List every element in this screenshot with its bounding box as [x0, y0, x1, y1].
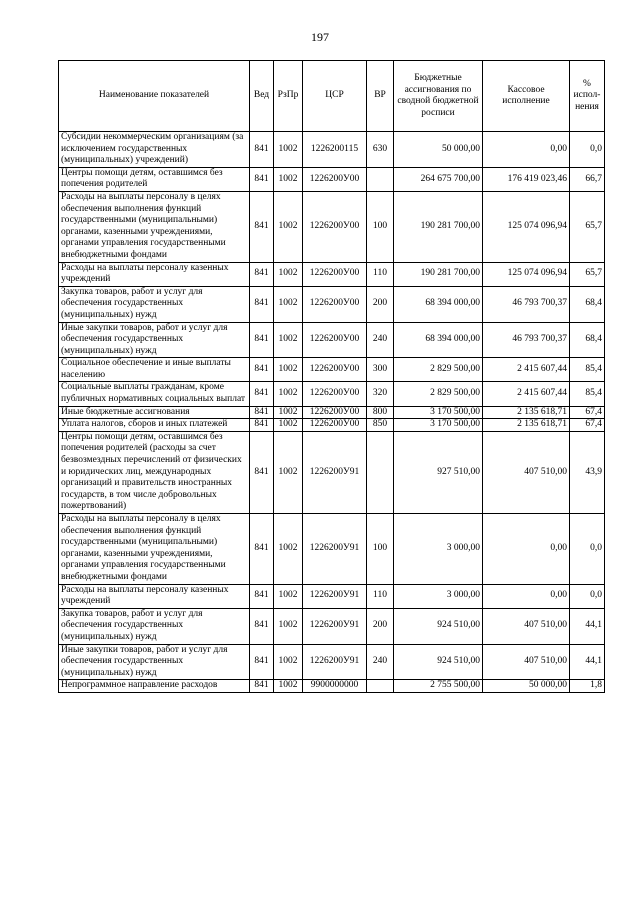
row-pct: 65,7 — [570, 191, 605, 262]
row-pct: 43,9 — [570, 431, 605, 513]
row-rzpr: 1002 — [274, 680, 303, 693]
row-vr — [367, 167, 394, 191]
row-budget: 190 281 700,00 — [394, 262, 483, 286]
header-budget: Бюджетные ассигнования по сводной бюджетной росписи — [394, 61, 483, 132]
row-rzpr: 1002 — [274, 132, 303, 168]
header-csr: ЦСР — [303, 61, 367, 132]
row-name: Иные закупки товаров, работ и услуг для обеспечения государственных (муниципальных) нужд — [59, 644, 250, 680]
row-cash: 407 510,00 — [483, 431, 570, 513]
table-row — [59, 419, 605, 432]
row-pct: 67,4 — [570, 419, 605, 432]
row-rzpr: 1002 — [274, 514, 303, 585]
table-row — [59, 262, 605, 286]
row-csr: 1226200У00 — [303, 286, 367, 322]
row-vr: 630 — [367, 132, 394, 168]
row-budget: 50 000,00 — [394, 132, 483, 168]
row-cash: 2 415 607,44 — [483, 358, 570, 382]
row-vr: 110 — [367, 584, 394, 608]
row-vr: 800 — [367, 406, 394, 419]
row-csr: 1226200У00 — [303, 406, 367, 419]
row-rzpr: 1002 — [274, 419, 303, 432]
row-pct: 85,4 — [570, 358, 605, 382]
row-budget: 2 829 500,00 — [394, 358, 483, 382]
row-vr — [367, 431, 394, 513]
table-row — [59, 322, 605, 358]
row-name: Иные бюджетные ассигнования — [59, 406, 250, 419]
row-rzpr: 1002 — [274, 286, 303, 322]
row-pct: 68,4 — [570, 322, 605, 358]
row-pct: 1,8 — [570, 680, 605, 693]
row-budget: 68 394 000,00 — [394, 322, 483, 358]
row-ved: 841 — [250, 514, 274, 585]
row-csr: 1226200У00 — [303, 382, 367, 406]
row-cash: 0,00 — [483, 584, 570, 608]
row-pct: 0,0 — [570, 584, 605, 608]
row-vr: 110 — [367, 262, 394, 286]
row-rzpr: 1002 — [274, 382, 303, 406]
header-cash: Кассовое исполнение — [483, 61, 570, 132]
row-ved: 841 — [250, 382, 274, 406]
row-ved: 841 — [250, 322, 274, 358]
table-row — [59, 514, 605, 585]
row-budget: 3 170 500,00 — [394, 406, 483, 419]
table-row — [59, 167, 605, 191]
header-rzpr: РзПр — [274, 61, 303, 132]
row-ved: 841 — [250, 584, 274, 608]
row-name: Расходы на выплаты персоналу в целях обеспечения выполнения функций государственными (муниципальными) органами, казенными учреждениями, органами управления государственными внебюджетными фондами — [59, 191, 250, 262]
table-row — [59, 406, 605, 419]
row-cash: 125 074 096,94 — [483, 191, 570, 262]
row-pct: 44,1 — [570, 644, 605, 680]
row-vr: 100 — [367, 191, 394, 262]
row-csr: 1226200У00 — [303, 191, 367, 262]
table-body — [59, 132, 605, 693]
row-name: Непрограммное направление расходов — [59, 680, 250, 693]
row-csr: 1226200У00 — [303, 419, 367, 432]
row-budget: 3 000,00 — [394, 514, 483, 585]
row-csr: 1226200У91 — [303, 431, 367, 513]
row-name: Иные закупки товаров, работ и услуг для обеспечения государственных (муниципальных) нужд — [59, 322, 250, 358]
row-vr: 200 — [367, 608, 394, 644]
row-cash: 407 510,00 — [483, 644, 570, 680]
row-cash: 2 135 618,71 — [483, 419, 570, 432]
row-budget: 3 000,00 — [394, 584, 483, 608]
row-pct: 66,7 — [570, 167, 605, 191]
header-row — [59, 61, 605, 132]
row-name: Уплата налогов, сборов и иных платежей — [59, 419, 250, 432]
row-vr: 300 — [367, 358, 394, 382]
row-rzpr: 1002 — [274, 608, 303, 644]
row-budget: 68 394 000,00 — [394, 286, 483, 322]
row-ved: 841 — [250, 680, 274, 693]
budget-execution-table — [58, 60, 605, 693]
row-budget: 3 170 500,00 — [394, 419, 483, 432]
row-name: Центры помощи детям, оставшимся без попечения родителей (расходы за счет безвозмездных перечислений от физических и юридических лиц, международных организаций и правительств иностранных государств, в том числе добровольных пожертвований) — [59, 431, 250, 513]
row-ved: 841 — [250, 406, 274, 419]
table-row — [59, 382, 605, 406]
row-budget: 927 510,00 — [394, 431, 483, 513]
row-cash: 2 415 607,44 — [483, 382, 570, 406]
row-csr: 1226200У91 — [303, 644, 367, 680]
table-row — [59, 644, 605, 680]
row-pct: 68,4 — [570, 286, 605, 322]
row-ved: 841 — [250, 191, 274, 262]
row-ved: 841 — [250, 262, 274, 286]
row-pct: 0,0 — [570, 132, 605, 168]
page-number: 197 — [311, 30, 329, 44]
row-rzpr: 1002 — [274, 584, 303, 608]
row-ved: 841 — [250, 644, 274, 680]
header-ved: Вед — [250, 61, 274, 132]
row-ved: 841 — [250, 286, 274, 322]
row-csr: 1226200У00 — [303, 167, 367, 191]
row-csr: 1226200У91 — [303, 608, 367, 644]
row-ved: 841 — [250, 608, 274, 644]
row-cash: 0,00 — [483, 514, 570, 585]
row-csr: 1226200У00 — [303, 262, 367, 286]
row-csr: 1226200У00 — [303, 322, 367, 358]
table-row — [59, 584, 605, 608]
row-csr: 1226200115 — [303, 132, 367, 168]
row-csr: 1226200У91 — [303, 584, 367, 608]
row-rzpr: 1002 — [274, 191, 303, 262]
row-csr: 1226200У91 — [303, 514, 367, 585]
row-name: Расходы на выплаты персоналу казенных учреждений — [59, 262, 250, 286]
row-ved: 841 — [250, 431, 274, 513]
row-csr: 9900000000 — [303, 680, 367, 693]
row-vr: 200 — [367, 286, 394, 322]
row-rzpr: 1002 — [274, 358, 303, 382]
row-ved: 841 — [250, 358, 274, 382]
row-cash: 125 074 096,94 — [483, 262, 570, 286]
row-cash: 50 000,00 — [483, 680, 570, 693]
table-row — [59, 358, 605, 382]
row-cash: 46 793 700,37 — [483, 322, 570, 358]
row-rzpr: 1002 — [274, 406, 303, 419]
row-vr: 240 — [367, 322, 394, 358]
row-pct: 85,4 — [570, 382, 605, 406]
table-row — [59, 608, 605, 644]
row-vr: 850 — [367, 419, 394, 432]
row-budget: 2 755 500,00 — [394, 680, 483, 693]
row-rzpr: 1002 — [274, 262, 303, 286]
row-budget: 924 510,00 — [394, 644, 483, 680]
row-name: Социальные выплаты гражданам, кроме публичных нормативных социальных выплат — [59, 382, 250, 406]
row-ved: 841 — [250, 167, 274, 191]
row-pct: 67,4 — [570, 406, 605, 419]
table-row — [59, 680, 605, 693]
row-cash: 176 419 023,46 — [483, 167, 570, 191]
row-budget: 190 281 700,00 — [394, 191, 483, 262]
row-ved: 841 — [250, 419, 274, 432]
row-cash: 407 510,00 — [483, 608, 570, 644]
row-pct: 0,0 — [570, 514, 605, 585]
header-name: Наименование показателей — [59, 61, 250, 132]
row-name: Социальное обеспечение и иные выплаты населению — [59, 358, 250, 382]
row-name: Расходы на выплаты персоналу в целях обеспечения выполнения функций государственными (муниципальными) органами, казенными учреждениями, органами управления государственными внебюджетными фондами — [59, 514, 250, 585]
row-rzpr: 1002 — [274, 431, 303, 513]
table-row — [59, 132, 605, 168]
row-vr: 240 — [367, 644, 394, 680]
header-vr: ВР — [367, 61, 394, 132]
row-rzpr: 1002 — [274, 644, 303, 680]
row-cash: 0,00 — [483, 132, 570, 168]
row-name: Центры помощи детям, оставшимся без попечения родителей — [59, 167, 250, 191]
row-cash: 46 793 700,37 — [483, 286, 570, 322]
table-row — [59, 191, 605, 262]
header-pct: % испол-нения — [570, 61, 605, 132]
row-name: Субсидии некоммерческим организациям (за исключением государственных (муниципальных) учреждений) — [59, 132, 250, 168]
table-row — [59, 431, 605, 513]
row-name: Расходы на выплаты персоналу казенных учреждений — [59, 584, 250, 608]
row-cash: 2 135 618,71 — [483, 406, 570, 419]
row-budget: 2 829 500,00 — [394, 382, 483, 406]
row-pct: 44,1 — [570, 608, 605, 644]
row-vr — [367, 680, 394, 693]
table-row — [59, 286, 605, 322]
row-name: Закупка товаров, работ и услуг для обеспечения государственных (муниципальных) нужд — [59, 608, 250, 644]
row-ved: 841 — [250, 132, 274, 168]
row-budget: 924 510,00 — [394, 608, 483, 644]
row-vr: 100 — [367, 514, 394, 585]
row-pct: 65,7 — [570, 262, 605, 286]
row-vr: 320 — [367, 382, 394, 406]
row-rzpr: 1002 — [274, 167, 303, 191]
row-budget: 264 675 700,00 — [394, 167, 483, 191]
row-csr: 1226200У00 — [303, 358, 367, 382]
row-name: Закупка товаров, работ и услуг для обеспечения государственных (муниципальных) нужд — [59, 286, 250, 322]
row-rzpr: 1002 — [274, 322, 303, 358]
